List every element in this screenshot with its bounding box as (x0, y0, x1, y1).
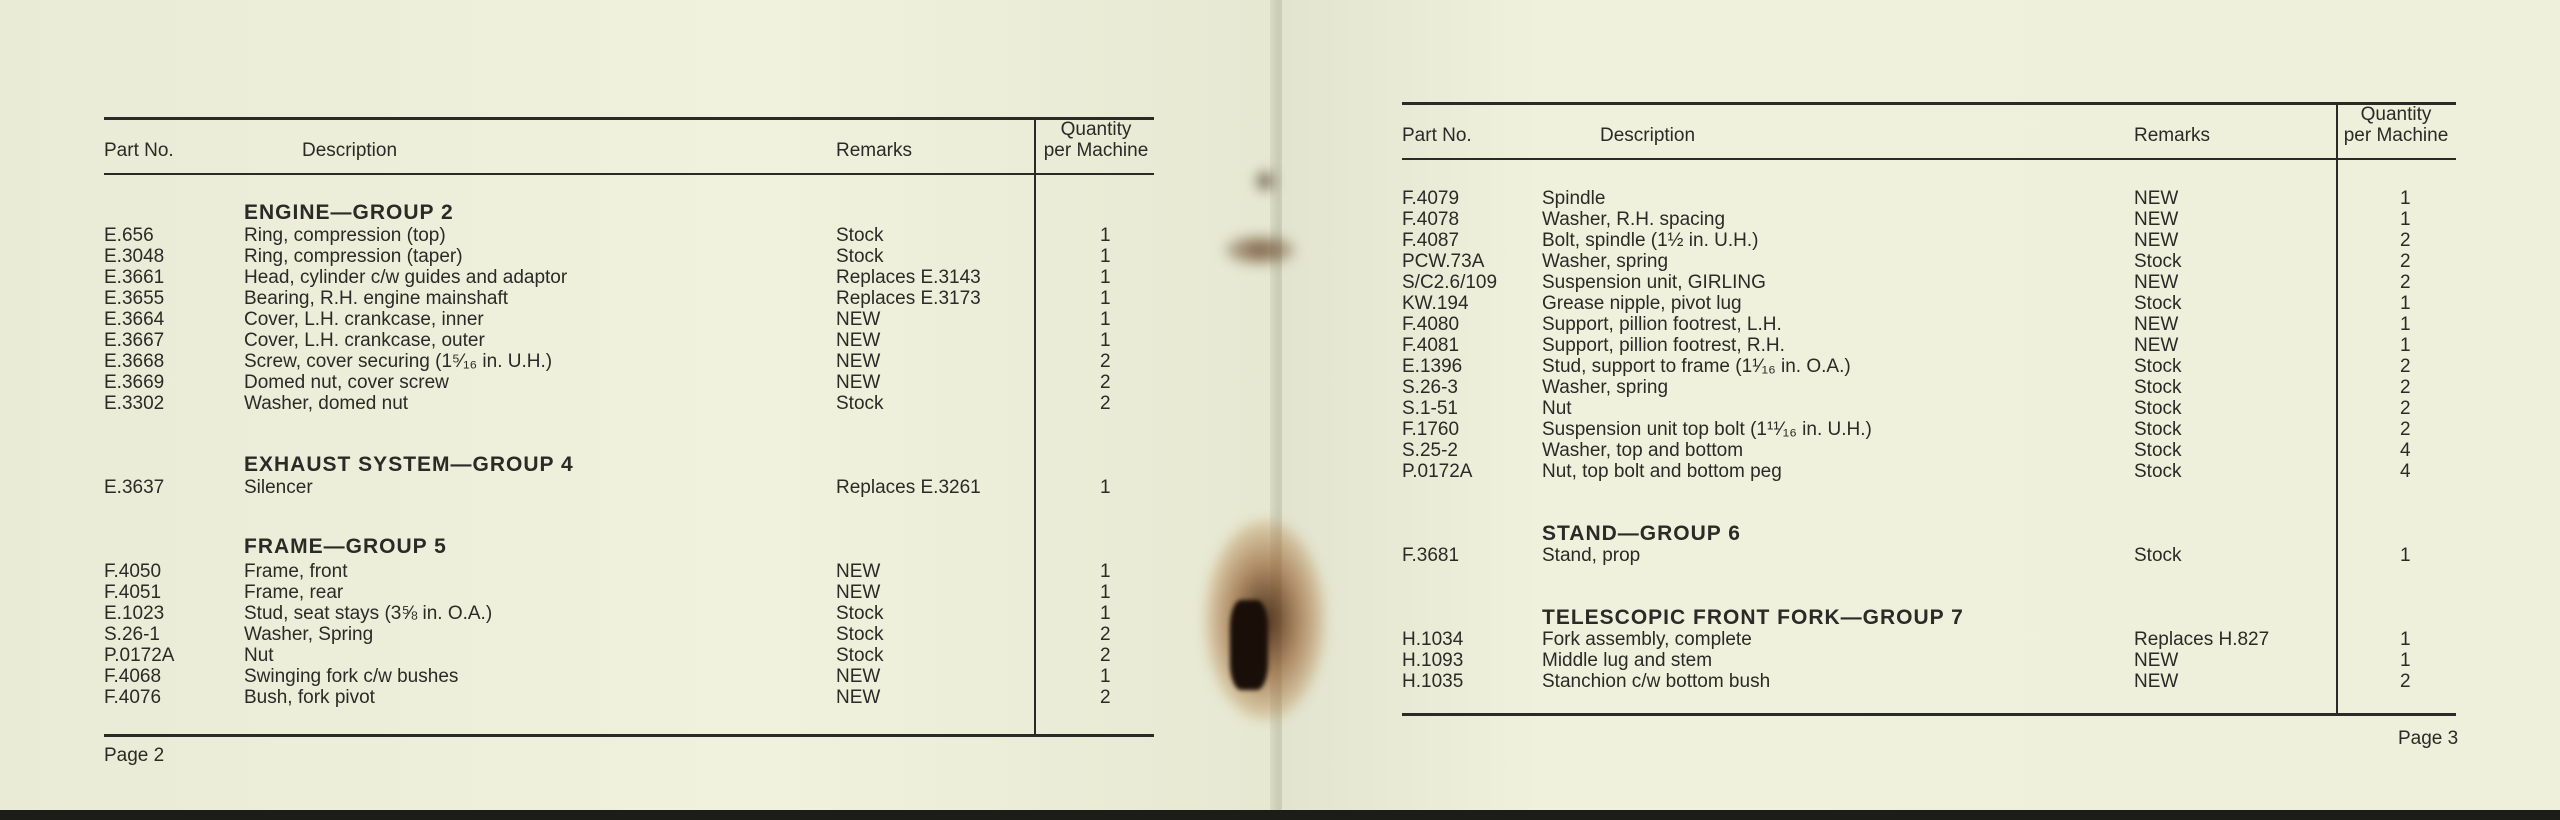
burn-hole (1230, 600, 1268, 690)
part-quantity: 2 (2400, 419, 2411, 440)
part-quantity: 1 (2400, 209, 2411, 230)
part-number: F.4068 (104, 666, 162, 687)
part-remarks: NEW (2134, 188, 2179, 209)
part-description: Head, cylinder c/w guides and adaptor (244, 267, 568, 288)
part-description: Ring, compression (top) (244, 225, 446, 246)
part-description: Bush, fork pivot (244, 687, 375, 708)
header-rule (104, 173, 1154, 175)
part-number: E.3661 (104, 267, 165, 288)
part-description: Suspension unit top bolt (1¹¹⁄₁₆ in. U.H.) (1542, 419, 1872, 440)
part-number: E.3302 (104, 393, 165, 414)
part-remarks: Stock (2134, 398, 2182, 419)
part-description: Nut, top bolt and bottom peg (1542, 461, 1782, 482)
part-number: F.4076 (104, 687, 162, 708)
part-number: KW.194 (1402, 293, 1469, 314)
part-quantity: 2 (2400, 377, 2411, 398)
part-number: E.3637 (104, 477, 165, 498)
part-remarks: Stock (836, 393, 884, 414)
header-description: Description (302, 140, 398, 161)
part-number: F.4079 (1402, 188, 1460, 209)
part-remarks: Stock (2134, 419, 2182, 440)
part-quantity: 2 (1100, 624, 1111, 645)
part-quantity: 2 (2400, 230, 2411, 251)
part-description: Washer, domed nut (244, 393, 409, 414)
quantity-column-divider (2336, 102, 2338, 713)
part-remarks: NEW (836, 309, 881, 330)
part-quantity: 2 (2400, 671, 2411, 692)
stain-mark (1255, 170, 1275, 192)
part-description: Washer, R.H. spacing (1542, 209, 1726, 230)
part-number: E.1396 (1402, 356, 1463, 377)
group-heading: EXHAUST SYSTEM—GROUP 4 (244, 453, 574, 476)
part-number: E.3668 (104, 351, 165, 372)
part-quantity: 2 (1100, 372, 1111, 393)
part-quantity: 2 (1100, 645, 1111, 666)
part-remarks: NEW (2134, 272, 2179, 293)
bottom-rule (1402, 713, 2456, 716)
part-number: F.4050 (104, 561, 162, 582)
part-number: H.1035 (1402, 671, 1464, 692)
part-remarks: NEW (836, 582, 881, 603)
part-description: Washer, Spring (244, 624, 374, 645)
header-quantity-line1: Quantity (1060, 119, 1132, 140)
part-number: F.4051 (104, 582, 162, 603)
part-remarks: NEW (2134, 335, 2179, 356)
part-number: E.656 (104, 225, 154, 246)
part-quantity: 2 (2400, 356, 2411, 377)
part-description: Support, pillion footrest, L.H. (1542, 314, 1782, 335)
part-number: H.1093 (1402, 650, 1464, 671)
part-quantity: 1 (1100, 477, 1111, 498)
part-description: Washer, top and bottom (1542, 440, 1744, 461)
part-quantity: 1 (1100, 666, 1111, 687)
part-quantity: 2 (2400, 398, 2411, 419)
header-rule (1402, 158, 2456, 160)
part-description: Bearing, R.H. engine mainshaft (244, 288, 509, 309)
part-quantity: 2 (1100, 687, 1111, 708)
part-remarks: Stock (836, 645, 884, 666)
part-quantity: 1 (1100, 309, 1111, 330)
part-remarks: NEW (836, 330, 881, 351)
group-heading: ENGINE—GROUP 2 (244, 201, 454, 224)
bottom-rule (104, 734, 1154, 737)
header-quantity (2336, 104, 2456, 146)
part-quantity: 1 (2400, 188, 2411, 209)
part-remarks: NEW (2134, 209, 2179, 230)
part-number: S.1-51 (1402, 398, 1458, 419)
part-description: Middle lug and stem (1542, 650, 1713, 671)
quantity-column-divider (1034, 117, 1036, 735)
part-quantity: 2 (2400, 251, 2411, 272)
part-quantity: 1 (1100, 603, 1111, 624)
part-remarks: Stock (2134, 545, 2182, 566)
part-remarks: Stock (2134, 461, 2182, 482)
part-description: Frame, rear (244, 582, 344, 603)
part-quantity: 4 (2400, 461, 2411, 482)
part-remarks: Replaces H.827 (2134, 629, 2270, 650)
part-quantity: 2 (2400, 272, 2411, 293)
group-heading: FRAME—GROUP 5 (244, 535, 447, 558)
right-page (1282, 0, 2560, 810)
part-remarks: NEW (836, 372, 881, 393)
part-quantity: 2 (1100, 351, 1111, 372)
part-description: Ring, compression (taper) (244, 246, 463, 267)
part-description: Nut (1542, 398, 1572, 419)
part-quantity: 4 (2400, 440, 2411, 461)
part-remarks: NEW (836, 561, 881, 582)
part-remarks: Stock (2134, 440, 2182, 461)
part-description: Grease nipple, pivot lug (1542, 293, 1742, 314)
page-number: Page 2 (104, 745, 165, 766)
part-remarks: Stock (836, 603, 884, 624)
part-description: Swinging fork c/w bushes (244, 666, 459, 687)
part-number: E.3669 (104, 372, 165, 393)
part-number: F.1760 (1402, 419, 1460, 440)
top-rule (104, 117, 1154, 120)
part-remarks: Stock (2134, 251, 2182, 272)
header-part-no: Part No. (104, 140, 174, 161)
part-remarks: Replaces E.3173 (836, 288, 981, 309)
part-number: E.3048 (104, 246, 165, 267)
part-remarks: NEW (2134, 650, 2179, 671)
part-quantity: 1 (1100, 246, 1111, 267)
group-heading: TELESCOPIC FRONT FORK—GROUP 7 (1542, 606, 1964, 629)
part-remarks: NEW (836, 666, 881, 687)
part-description: Stand, prop (1542, 545, 1641, 566)
header-quantity-line1: Quantity (2360, 104, 2432, 125)
part-number: S.25-2 (1402, 440, 1458, 461)
part-remarks: Stock (836, 624, 884, 645)
part-number: F.4087 (1402, 230, 1460, 251)
group-heading: STAND—GROUP 6 (1542, 522, 1741, 545)
part-remarks: Stock (2134, 356, 2182, 377)
part-number: F.3681 (1402, 545, 1460, 566)
part-description: Cover, L.H. crankcase, outer (244, 330, 485, 351)
part-description: Domed nut, cover screw (244, 372, 449, 393)
part-quantity: 1 (2400, 650, 2411, 671)
part-description: Bolt, spindle (1½ in. U.H.) (1542, 230, 1759, 251)
part-number: S.26-1 (104, 624, 160, 645)
header-quantity (1036, 119, 1156, 161)
part-description: Suspension unit, GIRLING (1542, 272, 1766, 293)
part-description: Fork assembly, complete (1542, 629, 1752, 650)
part-quantity: 2 (1100, 393, 1111, 414)
part-description: Frame, front (244, 561, 348, 582)
header-remarks: Remarks (2134, 125, 2211, 146)
part-description: Stanchion c/w bottom bush (1542, 671, 1771, 692)
part-number: P.0172A (1402, 461, 1473, 482)
part-number: PCW.73A (1402, 251, 1485, 272)
part-remarks: Stock (836, 246, 884, 267)
part-number: F.4080 (1402, 314, 1460, 335)
part-quantity: 1 (1100, 330, 1111, 351)
part-remarks: NEW (2134, 314, 2179, 335)
part-number: H.1034 (1402, 629, 1464, 650)
part-description: Silencer (244, 477, 313, 498)
header-quantity-line2: per Machine (2343, 125, 2449, 146)
part-number: P.0172A (104, 645, 175, 666)
part-description: Screw, cover securing (1⁵⁄₁₆ in. U.H.) (244, 351, 553, 372)
part-number: F.4078 (1402, 209, 1460, 230)
part-quantity: 1 (2400, 335, 2411, 356)
part-number: E.3655 (104, 288, 165, 309)
part-description: Washer, spring (1542, 251, 1669, 272)
part-description: Cover, L.H. crankcase, inner (244, 309, 484, 330)
part-description: Spindle (1542, 188, 1606, 209)
part-number: F.4081 (1402, 335, 1460, 356)
part-quantity: 1 (2400, 629, 2411, 650)
part-description: Support, pillion footrest, R.H. (1542, 335, 1785, 356)
part-description: Washer, spring (1542, 377, 1669, 398)
part-remarks: NEW (836, 687, 881, 708)
part-number: E.1023 (104, 603, 165, 624)
header-description: Description (1600, 125, 1696, 146)
part-remarks: Stock (836, 225, 884, 246)
part-description: Stud, support to frame (1¹⁄₁₆ in. O.A.) (1542, 356, 1851, 377)
part-quantity: 1 (1100, 225, 1111, 246)
part-description: Stud, seat stays (3⅝ in. O.A.) (244, 603, 493, 624)
part-quantity: 1 (1100, 582, 1111, 603)
part-remarks: NEW (2134, 671, 2179, 692)
part-quantity: 1 (1100, 288, 1111, 309)
header-quantity-line2: per Machine (1043, 140, 1149, 161)
part-quantity: 1 (2400, 314, 2411, 335)
part-remarks: Replaces E.3143 (836, 267, 981, 288)
part-quantity: 1 (1100, 561, 1111, 582)
part-remarks: NEW (2134, 230, 2179, 251)
part-quantity: 1 (2400, 545, 2411, 566)
page-number: Page 3 (2398, 728, 2459, 749)
top-rule (1402, 102, 2456, 105)
part-number: E.3664 (104, 309, 165, 330)
left-page (0, 0, 1276, 810)
part-remarks: Stock (2134, 293, 2182, 314)
part-number: S/C2.6/109 (1402, 272, 1498, 293)
part-remarks: Replaces E.3261 (836, 477, 981, 498)
part-number: S.26-3 (1402, 377, 1458, 398)
part-remarks: Stock (2134, 377, 2182, 398)
part-quantity: 1 (2400, 293, 2411, 314)
header-part-no: Part No. (1402, 125, 1472, 146)
header-remarks: Remarks (836, 140, 913, 161)
part-description: Nut (244, 645, 274, 666)
part-remarks: NEW (836, 351, 881, 372)
part-number: E.3667 (104, 330, 165, 351)
stain-mark (1225, 235, 1295, 265)
part-quantity: 1 (1100, 267, 1111, 288)
